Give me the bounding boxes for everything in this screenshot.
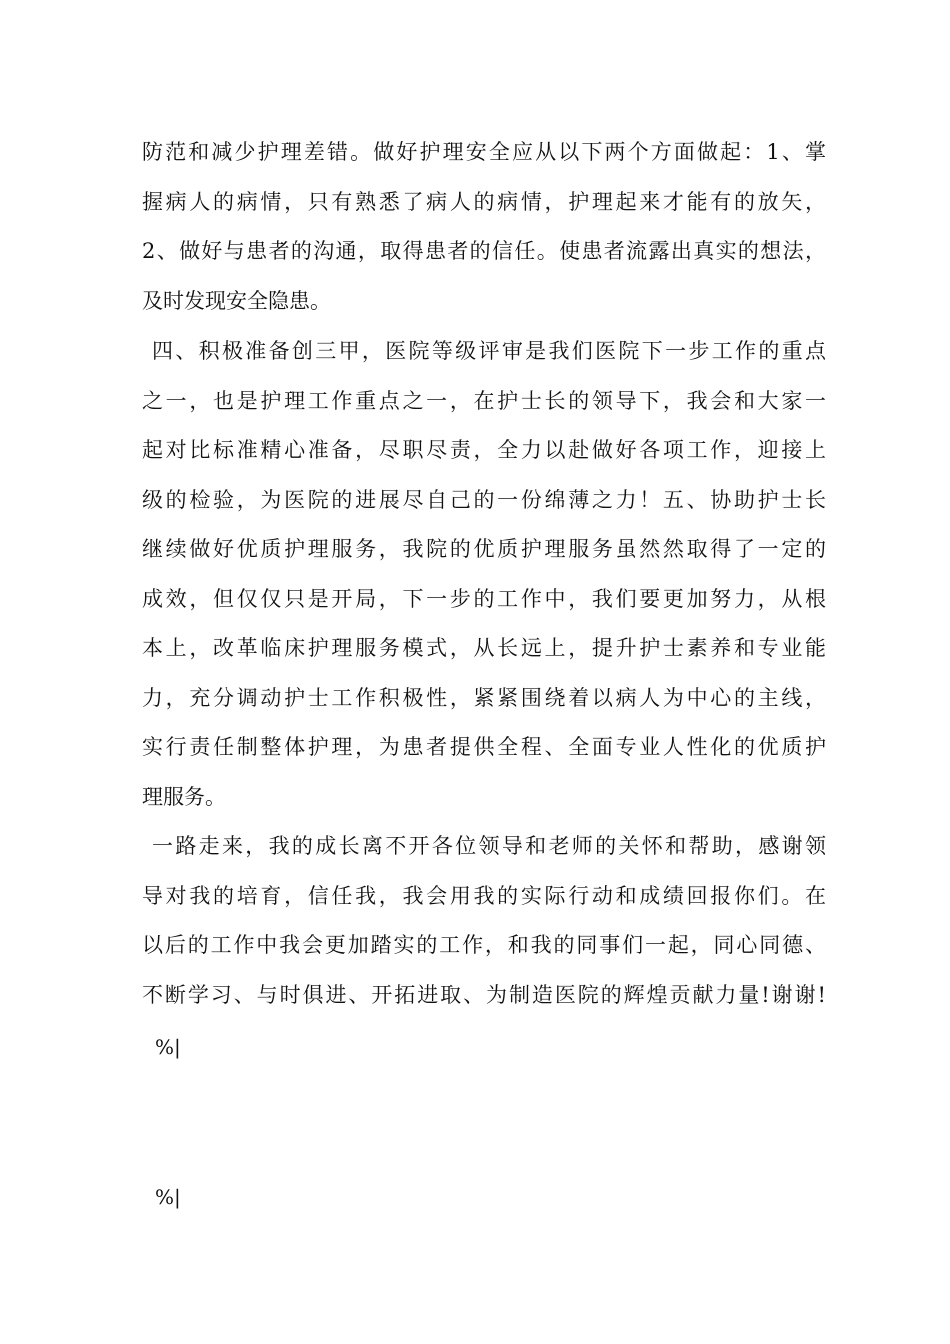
paragraph-line: 之一，也是护理工作重点之一，在护士长的领导下，我会和大家一 [142,388,826,413]
paragraph-line: 本上，改革临床护理服务模式，从长远上，提升护士素养和专业能 [142,636,826,660]
paragraph-closing [142,822,826,1020]
paragraph-line: 实行责任制整体护理，为患者提供全程、全面专业人性化的优质护 [142,735,826,759]
paragraph-safety [142,128,826,326]
paragraph-line: 理服务。 [142,784,226,809]
paragraph-line: 继续做好优质护理服务，我院的优质护理服务虽然然取得了一定的 [142,537,826,561]
paragraph-line: 四、积极准备创三甲，医院等级评审是我们医院下一步工作的重点 [152,339,826,363]
paragraph-accreditation [142,327,826,822]
paragraph-line: 不断学习、与时俱进、开拓进取、为制造医院的辉煌贡献力量!谢谢! [142,982,826,1007]
paragraph-line: 导对我的培育，信任我，我会用我的实际行动和成绩回报你们。在 [142,883,826,908]
paragraph-line: 握病人的病情，只有熟悉了病人的病情，护理起来才能有的放矢， [142,189,826,214]
paragraph-line: 防范和减少护理差错。做好护理安全应从以下两个方面做起：1、掌 [142,140,826,164]
paragraph-line: 及时发现安全隐患。 [142,288,331,313]
paragraph-line: 级的检验，为医院的进展尽自己的一份绵薄之力！五、协助护士长 [142,487,826,512]
page-marker: %| [155,1035,181,1059]
paragraph-line: 一路走来，我的成长离不开各位领导和老师的关怀和帮助，感谢领 [152,834,826,858]
paragraph-line: 2、做好与患者的沟通，取得患者的信任。使患者流露出真实的想法， [142,239,826,263]
paragraph-line: 以后的工作中我会更加踏实的工作，和我的同事们一起，同心同德、 [142,933,826,957]
paragraph-line: 起对比标准精心准备，尽职尽责，全力以赴做好各项工作，迎接上 [142,438,826,462]
page-marker: %| [155,1185,181,1209]
paragraph-line: 力，充分调动护士工作积极性，紧紧围绕着以病人为中心的主线， [142,685,826,710]
paragraph-line: 成效，但仅仅只是开局，下一步的工作中，我们要更加努力，从根 [142,586,826,611]
